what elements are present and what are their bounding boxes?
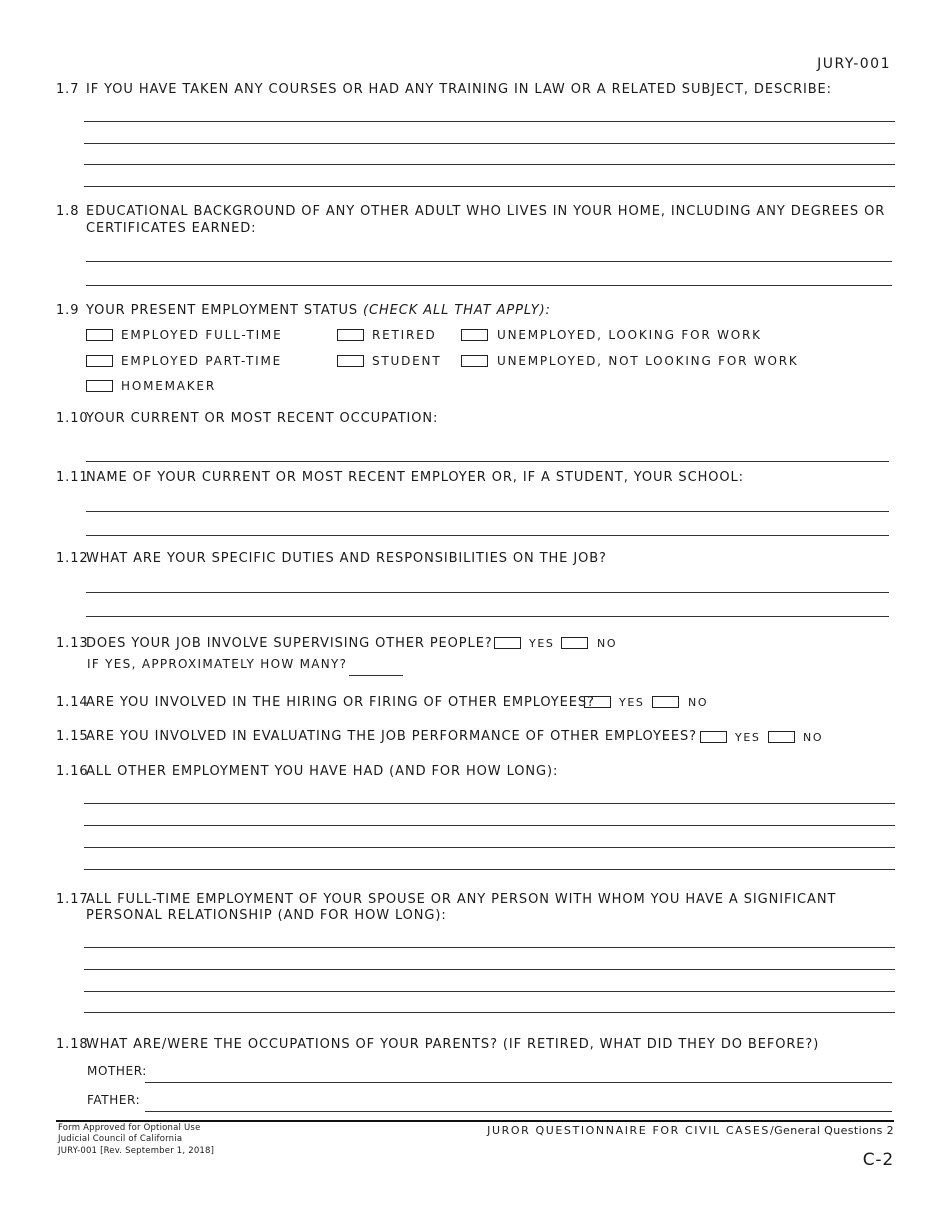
option-label-unemployed-looking: UNEMPLOYED, LOOKING FOR WORK [497, 328, 762, 342]
answer-line-1-17-c[interactable] [84, 991, 895, 992]
checkbox-student[interactable] [337, 355, 364, 367]
mother-occupation-line[interactable] [145, 1082, 892, 1083]
question-text: YOUR PRESENT EMPLOYMENT STATUS [86, 303, 364, 318]
checkbox-1-13-yes[interactable] [494, 637, 521, 649]
answer-line-1-7-d[interactable] [84, 186, 895, 187]
answer-line-1-8-a[interactable] [86, 261, 892, 262]
answer-line-1-16-a[interactable] [84, 803, 895, 804]
checkbox-employed-full-time[interactable] [86, 329, 113, 341]
question-number: 1.12 [56, 551, 89, 566]
form-id: JURY-001 [817, 56, 891, 72]
question-text: WHAT ARE/WERE THE OCCUPATIONS OF YOUR PARENTS? (IF RETIRED, WHAT DID THEY DO BEFORE?) [86, 1037, 820, 1052]
option-label-unemployed-not-looking: UNEMPLOYED, NOT LOOKING FOR WORK [497, 354, 799, 368]
answer-line-1-17-d[interactable] [84, 1012, 895, 1013]
answer-line-1-16-c[interactable] [84, 847, 895, 848]
checkbox-1-14-yes[interactable] [584, 696, 611, 708]
question-text-line1: ALL FULL-TIME EMPLOYMENT OF YOUR SPOUSE OR ANY PERSON WITH WHOM YOU HAVE A SIGNIFICANT [86, 892, 837, 907]
checkbox-retired[interactable] [337, 329, 364, 341]
checkbox-1-13-no[interactable] [561, 637, 588, 649]
yes-label: YES [529, 637, 555, 650]
question-number: 1.17 [56, 892, 89, 907]
mother-label: MOTHER: [87, 1064, 147, 1078]
question-number: 1.14 [56, 695, 89, 710]
answer-line-1-17-b[interactable] [84, 969, 895, 970]
question-text-line2: PERSONAL RELATIONSHIP (AND FOR HOW LONG): [86, 908, 447, 923]
option-label-homemaker: HOMEMAKER [121, 379, 216, 393]
question-hint: (CHECK ALL THAT APPLY): [363, 303, 551, 318]
checkbox-1-15-yes[interactable] [700, 731, 727, 743]
answer-line-1-17-a[interactable] [84, 947, 895, 948]
no-label: NO [597, 637, 618, 650]
answer-line-1-11-a[interactable] [86, 511, 889, 512]
page-code: C-2 [862, 1150, 894, 1170]
option-label-employed-part-time: EMPLOYED PART-TIME [121, 354, 282, 368]
answer-line-1-16-b[interactable] [84, 825, 895, 826]
no-label: NO [803, 731, 824, 744]
answer-line-1-7-a[interactable] [84, 121, 895, 122]
footer-approval-line2: Judicial Council of California [58, 1134, 183, 1144]
answer-line-1-10[interactable] [86, 461, 889, 462]
question-text: ARE YOU INVOLVED IN THE HIRING OR FIRING OF OTHER EMPLOYEES? [86, 695, 595, 710]
question-text: IF YOU HAVE TAKEN ANY COURSES OR HAD ANY TRAINING IN LAW OR A RELATED SUBJECT, DESCRIBE: [86, 82, 832, 97]
no-label: NO [688, 696, 709, 709]
footer-title [487, 1124, 894, 1137]
footer-rule [56, 1120, 894, 1122]
yes-label: YES [619, 696, 645, 709]
question-number: 1.15 [56, 729, 89, 744]
answer-line-1-7-c[interactable] [84, 164, 895, 165]
question-text: NAME OF YOUR CURRENT OR MOST RECENT EMPLOYER OR, IF A STUDENT, YOUR SCHOOL: [86, 470, 744, 485]
checkbox-1-14-no[interactable] [652, 696, 679, 708]
answer-line-1-8-b[interactable] [86, 285, 892, 286]
father-occupation-line[interactable] [145, 1111, 892, 1112]
answer-line-1-16-d[interactable] [84, 869, 895, 870]
father-label: FATHER: [87, 1093, 141, 1107]
checkbox-unemployed-looking[interactable] [461, 329, 488, 341]
answer-line-1-11-b[interactable] [86, 535, 889, 536]
footer-approval-line1: Form Approved for Optional Use [58, 1123, 201, 1133]
checkbox-employed-part-time[interactable] [86, 355, 113, 367]
option-label-retired: RETIRED [372, 328, 437, 342]
question-number: 1.18 [56, 1037, 89, 1052]
question-text: WHAT ARE YOUR SPECIFIC DUTIES AND RESPONSIBILITIES ON THE JOB? [86, 551, 607, 566]
question-text: YOUR CURRENT OR MOST RECENT OCCUPATION: [86, 411, 439, 426]
footer-title-caps: JUROR QUESTIONNAIRE FOR CIVIL CASES [487, 1124, 771, 1137]
question-number: 1.11 [56, 470, 89, 485]
answer-line-how-many[interactable] [349, 675, 403, 676]
question-number: 1.8 [56, 204, 80, 219]
question-text-line2: CERTIFICATES EARNED: [86, 221, 257, 236]
footer-form-revision: JURY-001 [Rev. September 1, 2018] [58, 1146, 215, 1156]
question-number: 1.13 [56, 636, 89, 651]
question-text: ARE YOU INVOLVED IN EVALUATING THE JOB PERFORMANCE OF OTHER EMPLOYEES? [86, 729, 697, 744]
checkbox-unemployed-not-looking[interactable] [461, 355, 488, 367]
question-number: 1.7 [56, 82, 80, 97]
footer-title-rest: /General Questions 2 [770, 1124, 894, 1137]
option-label-employed-full-time: EMPLOYED FULL-TIME [121, 328, 283, 342]
option-label-student: STUDENT [372, 354, 442, 368]
checkbox-homemaker[interactable] [86, 380, 113, 392]
question-number: 1.9 [56, 303, 80, 318]
checkbox-1-15-no[interactable] [768, 731, 795, 743]
question-text: ALL OTHER EMPLOYMENT YOU HAVE HAD (AND FOR HOW LONG): [86, 764, 559, 779]
answer-line-1-12-b[interactable] [86, 616, 889, 617]
yes-label: YES [735, 731, 761, 744]
followup-text: IF YES, APPROXIMATELY HOW MANY? [87, 657, 348, 671]
answer-line-1-7-b[interactable] [84, 143, 895, 144]
question-text-line1: EDUCATIONAL BACKGROUND OF ANY OTHER ADULT WHO LIVES IN YOUR HOME, INCLUDING ANY DEGREES OR [86, 204, 886, 219]
question-number: 1.10 [56, 411, 89, 426]
question-number: 1.16 [56, 764, 89, 779]
question-text: DOES YOUR JOB INVOLVE SUPERVISING OTHER PEOPLE? [86, 636, 493, 651]
answer-line-1-12-a[interactable] [86, 592, 889, 593]
